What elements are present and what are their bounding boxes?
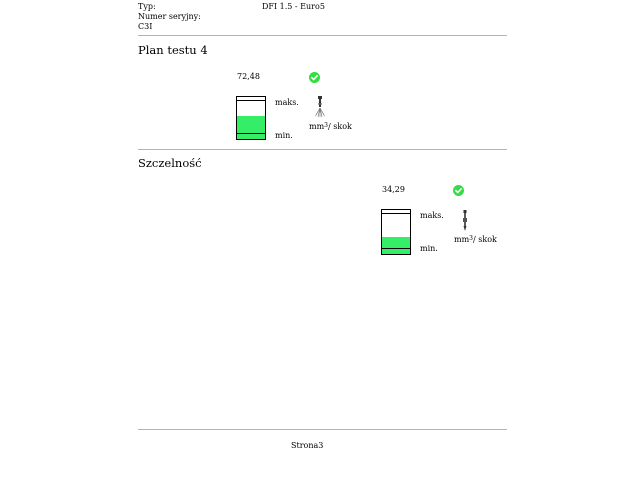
unit-base: mm xyxy=(309,122,325,131)
page-number: Strona3 xyxy=(291,441,324,450)
measured-value: 72,48 xyxy=(237,72,260,81)
max-line xyxy=(237,100,265,101)
divider xyxy=(138,35,507,36)
unit-exponent: 3 xyxy=(469,235,473,242)
min-label: min. xyxy=(420,244,438,253)
unit-base: mm xyxy=(454,235,470,244)
level-gauge xyxy=(381,209,411,255)
footer-divider xyxy=(138,429,507,430)
unit-label xyxy=(309,122,352,132)
gauge-fill xyxy=(237,116,265,139)
unit-suffix: / skok xyxy=(328,122,352,131)
max-label: maks. xyxy=(275,98,299,107)
unit-exponent: 3 xyxy=(324,122,328,129)
unit-label xyxy=(454,235,497,245)
check-icon xyxy=(309,72,320,83)
serial-value: C3I xyxy=(138,22,153,31)
section-title: Plan testu 4 xyxy=(138,43,208,57)
max-line xyxy=(382,213,410,214)
type-value: DFI 1.5 - Euro5 xyxy=(262,2,325,11)
injector-icon xyxy=(460,210,470,236)
measured-value: 34,29 xyxy=(382,185,405,194)
max-label: maks. xyxy=(420,211,444,220)
unit-suffix: / skok xyxy=(473,235,497,244)
gauge-fill xyxy=(382,237,410,254)
min-line xyxy=(382,248,410,249)
serial-label: Numer seryjny: xyxy=(138,12,201,21)
level-gauge xyxy=(236,96,266,140)
min-line xyxy=(237,133,265,134)
type-label: Typ: xyxy=(138,2,156,11)
section-title: Szczelność xyxy=(138,156,202,170)
check-icon xyxy=(453,185,464,196)
min-label: min. xyxy=(275,131,293,140)
injector-spray-icon xyxy=(314,96,326,122)
divider xyxy=(138,149,507,150)
